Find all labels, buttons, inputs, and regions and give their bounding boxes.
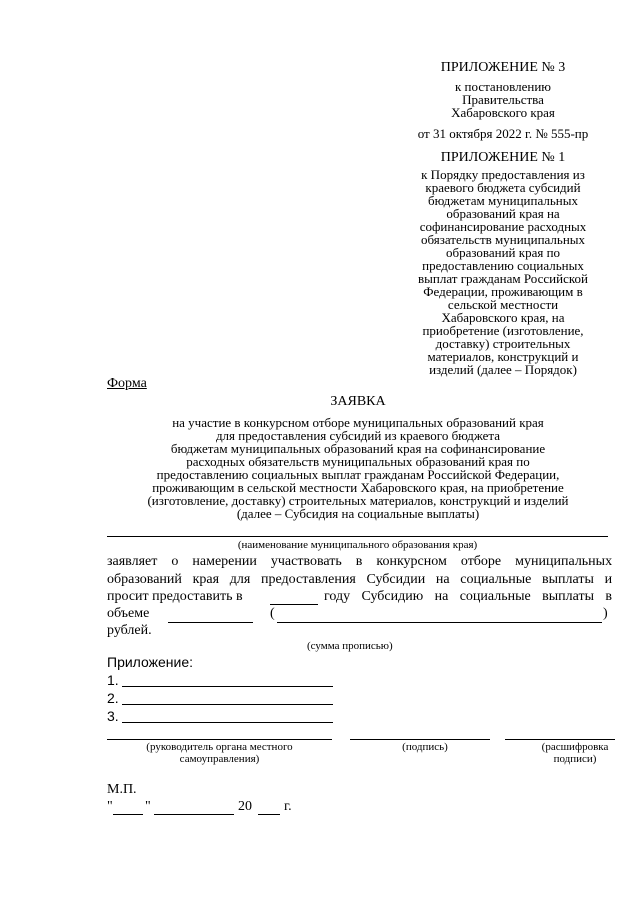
body-word: предоставления — [261, 572, 356, 587]
subtitle-line: (изготовление, доставку) строительных материалов, конструкций и изделий — [147, 493, 569, 508]
appendix-3-block — [398, 60, 608, 140]
body-line-2 — [107, 572, 612, 588]
appendix-1-line: сельской местности — [447, 297, 559, 312]
appendix-1-line: материалов, конструкций и — [427, 349, 579, 364]
caption-line: самоуправления) — [179, 753, 260, 765]
appendix-1-line: софинансирование расходных — [419, 219, 587, 234]
rubles-text: рублей. — [107, 623, 152, 638]
attachment-field-3[interactable] — [122, 722, 333, 723]
date-day-field[interactable] — [113, 814, 143, 815]
date-year-suffix: г. — [284, 799, 292, 814]
attachment-field-1[interactable] — [122, 686, 333, 687]
date-close-quote: " — [145, 799, 151, 814]
appendix-1-line: Федерации, проживающим в — [423, 284, 583, 299]
appendix-1-line: образований края по — [445, 245, 561, 260]
body-word: образований — [107, 572, 182, 587]
date-month-field[interactable] — [154, 814, 234, 815]
body-word: и — [604, 572, 613, 587]
body-word: муниципальных — [515, 554, 613, 569]
attachments-heading: Приложение: — [107, 654, 194, 670]
caption-line: (подпись) — [402, 741, 448, 753]
attachment-number: 2. — [107, 690, 119, 706]
appendix-1-line: приобретение (изготовление, — [422, 323, 584, 338]
body-line-4-start: объеме — [107, 606, 150, 621]
subtitle-line: проживающим в сельской местности Хабаровского края, на приобретение — [152, 480, 564, 495]
body-word: социальные — [460, 572, 532, 587]
amount-words-field[interactable] — [277, 622, 602, 623]
attachment-number: 3. — [107, 708, 119, 724]
body-line-3-end: году Субсидию на социальные выплаты в — [324, 589, 612, 604]
subtitle-line: расходных обязательств муниципальных образований края по — [186, 454, 530, 469]
caption-line: подписи) — [553, 753, 597, 765]
appendix-1-line: доставку) строительных — [435, 336, 571, 351]
appendix-3-title: ПРИЛОЖЕНИЕ № 3 — [440, 60, 566, 75]
date-year-prefix: 20 — [238, 799, 252, 814]
appendix-1-title: ПРИЛОЖЕНИЕ № 1 — [440, 150, 566, 165]
subtitle-line: (далее – Субсидия на социальные выплаты) — [236, 506, 480, 521]
application-subtitle — [108, 416, 608, 520]
close-paren: ) — [603, 606, 608, 621]
subtitle-line: для предоставления субсидий из краевого бюджета — [215, 428, 501, 443]
body-line-1 — [107, 554, 612, 570]
body-word: края — [192, 572, 220, 587]
caption-line: (расшифровка — [541, 741, 609, 753]
body-word: выплаты — [542, 572, 594, 587]
appendix-1-line: к Порядку предоставления из — [421, 167, 585, 182]
appendix-1-line: бюджетам муниципальных — [428, 193, 578, 208]
appendix-1-line: краевого бюджета субсидий — [425, 180, 581, 195]
subtitle-line: на участие в конкурсном отборе муниципальных образований края — [172, 415, 544, 430]
appendix-1-block — [398, 150, 608, 376]
form-label: Форма — [107, 376, 147, 391]
body-word: отборе — [460, 554, 502, 569]
signature-field[interactable] — [350, 739, 490, 740]
open-paren: ( — [270, 606, 275, 621]
signature-decode-field[interactable] — [505, 739, 615, 740]
appendix-3-line: от 31 октября 2022 г. № 555-пр — [417, 126, 589, 141]
body-word: участвовать — [270, 554, 342, 569]
appendix-3-line: Хабаровского края — [451, 105, 555, 120]
amount-field[interactable] — [168, 622, 253, 623]
body-word: заявляет — [107, 554, 158, 569]
body-word: в — [355, 554, 363, 569]
appendix-3-line: Правительства — [462, 92, 544, 107]
appendix-1-line: выплат гражданам Российской — [418, 271, 588, 286]
decode-caption — [520, 741, 630, 765]
head-caption — [107, 741, 332, 765]
body-word: Субсидии — [366, 572, 426, 587]
appendix-3-line: к постановлению — [454, 79, 552, 94]
subtitle-line: бюджетам муниципальных образований края на софинансирование — [170, 441, 546, 456]
sign-caption — [350, 741, 500, 753]
appendix-1-line: предоставлению социальных — [422, 258, 584, 273]
date-year-field[interactable] — [258, 814, 280, 815]
body-word: конкурсном — [376, 554, 447, 569]
caption-line: (руководитель органа местного — [146, 741, 293, 753]
application-title: ЗАЯВКА — [330, 394, 386, 409]
municipality-name-field[interactable] — [107, 536, 608, 537]
appendix-1-line: обязательств муниципальных — [420, 232, 586, 247]
year-field[interactable] — [270, 604, 318, 605]
appendix-1-line: изделий (далее – Порядок) — [429, 362, 577, 377]
body-word: для — [229, 572, 251, 587]
body-word: намерении — [192, 554, 257, 569]
appendix-1-line: Хабаровского края, на — [441, 310, 565, 325]
municipality-caption: (наименование муниципального образования края) — [237, 539, 478, 551]
stamp-label: М.П. — [107, 782, 137, 797]
appendix-1-line: образований края на — [446, 206, 560, 221]
subtitle-line: предоставлению социальных выплат гражданам Российской Федерации, — [156, 467, 560, 482]
head-signature-field[interactable] — [107, 739, 332, 740]
body-line-3-start: просит предоставить в — [107, 589, 243, 604]
attachment-number: 1. — [107, 672, 119, 688]
date-open-quote: " — [107, 799, 113, 814]
body-word: о — [171, 554, 179, 569]
sum-caption: (сумма прописью) — [307, 640, 393, 652]
body-word: на — [435, 572, 450, 587]
attachment-field-2[interactable] — [122, 704, 333, 705]
